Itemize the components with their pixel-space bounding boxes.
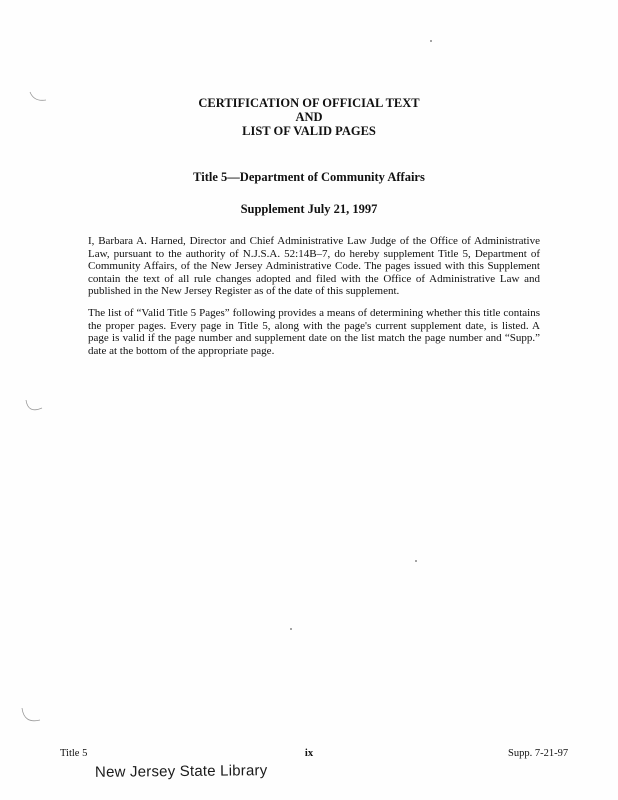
paragraph-valid-pages: The list of “Valid Title 5 Pages” following provides a means of determining whether this title contains the proper pages. Every page in Title 5, along with the page's current supplement date, is listed. A page is valid if the page number and supplement date on the list match the page number and “Supp.” date at the bottom of the appropriate page.: [88, 306, 540, 357]
heading-line-2: AND: [295, 110, 323, 124]
certification-heading: [0, 96, 618, 138]
footer-supplement-date: Supp. 7-21-97: [508, 748, 569, 759]
paragraph-certification: I, Barbara A. Harned, Director and Chief Administrative Law Judge of the Office of Administrative Law, pursuant to the authority of N.J.S.A. 52:14B–7, do hereby supplement Title 5, Department of Community Affairs, of the New Jersey Administrative Code. The pages issued with this Supplement contain the text of all rule changes adopted and filed with the Office of Administrative Law and published in the New Jersey Register as of the date of this supplement.: [88, 235, 540, 298]
punch-hole-mark-bottom: [20, 706, 42, 728]
punch-hole-mark-middle: [24, 398, 46, 420]
certification-body: [88, 235, 540, 366]
footer-page-number: ix: [304, 748, 314, 759]
heading-line-3: LIST OF VALID PAGES: [242, 124, 376, 138]
footer-title: Title 5: [60, 748, 88, 759]
scan-speck: [430, 40, 432, 42]
library-stamp: New Jersey State Library: [94, 762, 268, 781]
heading-line-1: CERTIFICATION OF OFFICIAL TEXT: [198, 96, 420, 110]
title-heading: Title 5—Department of Community Affairs: [193, 170, 425, 184]
scan-speck: [290, 628, 292, 630]
scan-speck: [415, 560, 417, 562]
supplement-date-heading: Supplement July 21, 1997: [240, 202, 378, 216]
